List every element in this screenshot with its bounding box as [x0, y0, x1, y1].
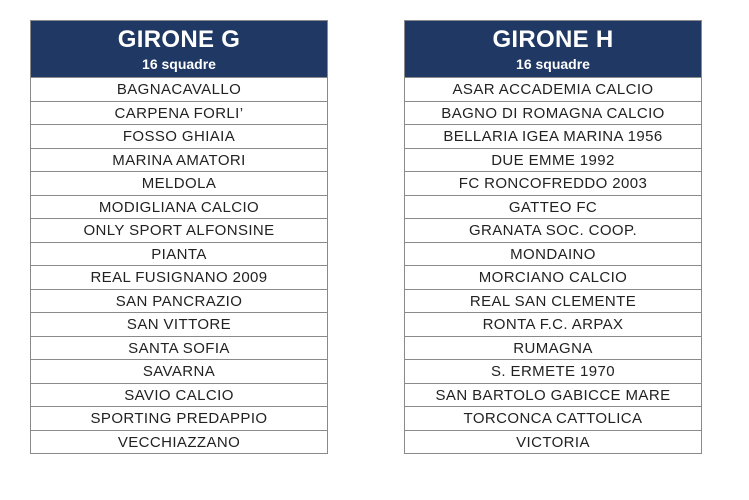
girone-h-header [405, 21, 701, 77]
team-row: CARPENA FORLI’ [31, 101, 327, 125]
team-row: MELDOLA [31, 171, 327, 195]
team-row: BELLARIA IGEA MARINA 1956 [405, 124, 701, 148]
team-row: REAL SAN CLEMENTE [405, 289, 701, 313]
team-row: FC RONCOFREDDO 2003 [405, 171, 701, 195]
team-row: MONDAINO [405, 242, 701, 266]
team-row: DUE EMME 1992 [405, 148, 701, 172]
team-row: RONTA F.C. ARPAX [405, 312, 701, 336]
team-row: GRANATA SOC. COOP. [405, 218, 701, 242]
girone-g-title: GIRONE G [117, 26, 241, 53]
team-row: SAVARNA [31, 359, 327, 383]
girone-g-subtitle: 16 squadre [142, 56, 216, 72]
girone-h-title: GIRONE H [492, 26, 614, 53]
team-row: ONLY SPORT ALFONSINE [31, 218, 327, 242]
team-row: MARINA AMATORI [31, 148, 327, 172]
team-row: VICTORIA [405, 430, 701, 454]
team-row: RUMAGNA [405, 336, 701, 360]
team-row: SANTA SOFIA [31, 336, 327, 360]
team-row: MORCIANO CALCIO [405, 265, 701, 289]
team-row: SAN PANCRAZIO [31, 289, 327, 313]
team-row: GATTEO FC [405, 195, 701, 219]
team-row: ASAR ACCADEMIA CALCIO [405, 77, 701, 101]
team-row: BAGNO DI ROMAGNA CALCIO [405, 101, 701, 125]
team-row: REAL FUSIGNANO 2009 [31, 265, 327, 289]
team-row: SAN BARTOLO GABICCE MARE [405, 383, 701, 407]
team-row: SAN VITTORE [31, 312, 327, 336]
girone-g-header [31, 21, 327, 77]
team-row: BAGNACAVALLO [31, 77, 327, 101]
team-row: SAVIO CALCIO [31, 383, 327, 407]
girone-g-table [30, 20, 328, 454]
team-row: MODIGLIANA CALCIO [31, 195, 327, 219]
team-row: FOSSO GHIAIA [31, 124, 327, 148]
team-row: PIANTA [31, 242, 327, 266]
team-row: VECCHIAZZANO [31, 430, 327, 454]
team-row: TORCONCA CATTOLICA [405, 406, 701, 430]
team-row: S. ERMETE 1970 [405, 359, 701, 383]
girone-h-subtitle: 16 squadre [516, 56, 590, 72]
team-row: SPORTING PREDAPPIO [31, 406, 327, 430]
girone-h-table [404, 20, 702, 454]
